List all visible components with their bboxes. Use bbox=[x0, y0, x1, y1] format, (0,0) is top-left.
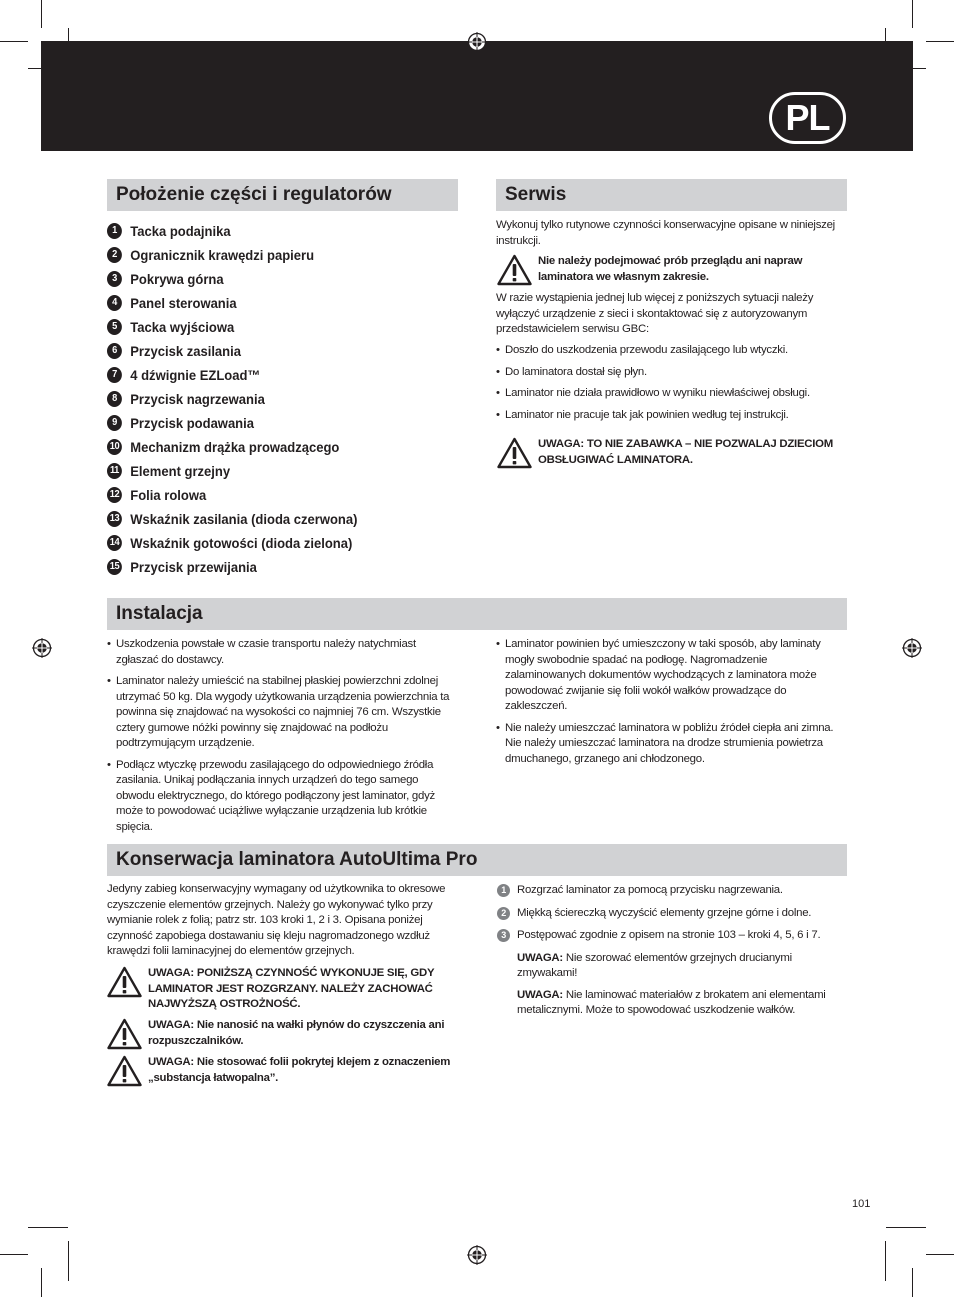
crop-mark bbox=[0, 1254, 28, 1255]
install-section-title: Instalacja bbox=[107, 598, 847, 630]
note-label: UWAGA: bbox=[517, 988, 563, 1001]
parts-item-label: Przycisk przewijania bbox=[130, 559, 257, 575]
parts-list-item bbox=[107, 315, 433, 339]
service-warning-2-text: UWAGA: TO NIE ZABAWKA – NIE POZWALAJ DZIECIOM OBSŁUGIWAĆ LAMINATORA. bbox=[538, 438, 834, 466]
item-number-badge: 7 bbox=[107, 367, 122, 383]
parts-item-label: Folia rolowa bbox=[130, 487, 207, 503]
maintenance-warning-2-text: UWAGA: Nie nanosić na wałki płynów do czyszczenia ani rozpuszczalników. bbox=[148, 1019, 445, 1047]
parts-list-item bbox=[107, 219, 433, 243]
parts-item-label: Mechanizm drążka prowadzącego bbox=[130, 439, 340, 455]
parts-item-label: 4 dźwignie EZLoad™ bbox=[130, 367, 261, 383]
note-text: Nie laminować materiałów z brokatem ani elementami metalicznymi. Może to spowodować uszkodzenie wałków. bbox=[517, 988, 826, 1016]
install-left-bullets bbox=[107, 637, 459, 841]
parts-item-label: Tacka wyjściowa bbox=[130, 319, 235, 335]
parts-list-item bbox=[107, 243, 433, 267]
parts-list bbox=[107, 219, 457, 579]
warning-triangle-icon bbox=[107, 966, 142, 998]
list-item: • Laminator nie pracuje tak jak powinien według tej instrukcji. bbox=[496, 408, 846, 424]
parts-item-label: Przycisk zasilania bbox=[130, 343, 241, 359]
list-item: • Laminator nie działa prawidłowo w wyniku niewłaściwej obsługi. bbox=[496, 386, 846, 402]
crop-mark bbox=[28, 1227, 68, 1228]
step-text: Rozgrzać laminator za pomocą przycisku nagrzewania. bbox=[517, 884, 783, 896]
parts-item-label: Tacka podajnika bbox=[130, 223, 231, 239]
parts-list-item bbox=[107, 363, 433, 387]
parts-item-label: Przycisk podawania bbox=[130, 415, 254, 431]
note-label: UWAGA: bbox=[517, 951, 563, 964]
maintenance-step bbox=[497, 883, 852, 899]
item-number-badge: 1 bbox=[107, 223, 122, 239]
crop-mark bbox=[41, 0, 42, 28]
step-number-badge: 3 bbox=[497, 929, 510, 942]
maintenance-warning-2 bbox=[107, 1018, 457, 1050]
language-badge: PL bbox=[769, 92, 846, 144]
list-item: • Uszkodzenia powstałe w czasie transportu należy natychmiast zgłaszać do dostawcy. bbox=[107, 637, 459, 668]
service-bullet-list bbox=[496, 343, 846, 429]
install-right-bullets bbox=[496, 637, 850, 773]
service-warning-2 bbox=[497, 437, 847, 469]
parts-list-item bbox=[107, 531, 433, 555]
item-number-badge: 9 bbox=[107, 415, 122, 431]
service-warning-1-text: Nie należy podejmować prób przeglądu ani napraw laminatora we własnym zakresie. bbox=[538, 255, 803, 283]
warning-triangle-icon bbox=[497, 254, 532, 286]
maintenance-intro: Jedyny zabieg konserwacyjny wymagany od użytkownika to okresowe czyszczenie elementów grzejnych. Należy go wykonywać tylko przy wymianie rolek z folią; patrz str. 103 kroki 1, 2 i 3. Opisana poniżej czynność zapobiega dostawaniu się kleju nagromadzonego wzdłuż krawędzi folii laminacyjnej do elementów grzejnych. bbox=[107, 883, 446, 957]
maintenance-section-title: Konserwacja laminatora AutoUltima Pro bbox=[107, 844, 847, 876]
item-number-badge: 6 bbox=[107, 343, 122, 359]
parts-item-label: Wskaźnik gotowości (dioda zielona) bbox=[130, 535, 353, 551]
list-item: • Laminator powinien być umieszczony w taki sposób, aby laminaty mogły swobodnie spadać na podłogę. Nagromadzenie zalaminowanych dokumentów wychodzących z laminatora może powodować zwijanie się folii wokół wałków prowadzące do zakleszczeń. bbox=[496, 637, 850, 715]
warning-triangle-icon bbox=[107, 1018, 142, 1050]
item-number-badge: 13 bbox=[107, 511, 122, 527]
maintenance-note-1 bbox=[497, 951, 852, 982]
list-item: • Do laminatora dostał się płyn. bbox=[496, 365, 846, 381]
warning-triangle-icon bbox=[107, 1055, 142, 1087]
parts-list-item bbox=[107, 339, 433, 363]
crop-mark bbox=[926, 41, 954, 42]
parts-list-item bbox=[107, 411, 433, 435]
maintenance-warning-1 bbox=[107, 966, 457, 1013]
item-number-badge: 15 bbox=[107, 559, 122, 575]
crop-mark bbox=[68, 1241, 69, 1281]
parts-item-label: Pokrywa górna bbox=[130, 271, 224, 287]
step-number-badge: 1 bbox=[497, 884, 510, 897]
maintenance-steps-block bbox=[497, 883, 852, 1025]
crop-mark bbox=[912, 1268, 913, 1297]
step-number-badge: 2 bbox=[497, 907, 510, 920]
list-item: • Laminator należy umieścić na stabilnej płaskiej powierzchni zdolnej utrzymać 50 kg. Dla wygody użytkowania urządzenia powierzchnia ta powinna się znajdować na wysokości co najmniej 76 cm. Wszystkie cztery gumowe nóżki powinny się znajdować na podłożu podtrzymującym urządzenie. bbox=[107, 674, 459, 752]
note-text: Nie szorować elementów grzejnych drucianymi zmywakami! bbox=[517, 951, 792, 979]
step-text: Postępować zgodnie z opisem na stronie 103 – kroki 4, 5, 6 i 7. bbox=[517, 929, 821, 941]
item-number-badge: 14 bbox=[107, 535, 122, 551]
item-number-badge: 2 bbox=[107, 247, 122, 263]
parts-list-item bbox=[107, 507, 433, 531]
list-item: • Doszło do uszkodzenia przewodu zasilającego lub wtyczki. bbox=[496, 343, 846, 359]
item-number-badge: 5 bbox=[107, 319, 122, 335]
maintenance-step bbox=[497, 906, 852, 922]
parts-item-label: Wskaźnik zasilania (dioda czerwona) bbox=[130, 511, 358, 527]
parts-list-item bbox=[107, 459, 433, 483]
maintenance-warning-1-text: UWAGA: PONIŻSZĄ CZYNNOŚĆ WYKONUJE SIĘ, GDY LAMINATOR JEST ROZGRZANY. NALEŻY ZACHOWAĆ NAJWYŻSZĄ OSTROŻNOŚĆ. bbox=[148, 967, 435, 1010]
warning-triangle-icon bbox=[497, 437, 532, 469]
parts-section-title: Położenie części i regulatorów bbox=[107, 179, 458, 211]
registration-mark-icon bbox=[467, 1245, 487, 1265]
parts-list-item bbox=[107, 483, 433, 507]
service-warning-1 bbox=[497, 254, 847, 286]
registration-mark-icon bbox=[467, 32, 487, 52]
page-number: 101 bbox=[852, 1198, 871, 1210]
service-paragraph: W razie wystąpienia jednej lub więcej z poniższych sytuacji należy wyłączyć urządzenie z sieci i skontaktować się z autoryzowanym przedstawicielem serwisu GBC: bbox=[496, 292, 814, 335]
item-number-badge: 8 bbox=[107, 391, 122, 407]
crop-mark bbox=[41, 1268, 42, 1297]
crop-mark bbox=[885, 1241, 886, 1281]
parts-item-label: Panel sterowania bbox=[130, 295, 237, 311]
parts-list-item bbox=[107, 267, 433, 291]
item-number-badge: 12 bbox=[107, 487, 122, 503]
step-text: Miękką ściereczką wyczyścić elementy grzejne górne i dolne. bbox=[517, 906, 812, 919]
service-section-title: Serwis bbox=[496, 179, 847, 211]
maintenance-warning-3 bbox=[107, 1055, 457, 1087]
crop-mark bbox=[886, 1227, 926, 1228]
item-number-badge: 4 bbox=[107, 295, 122, 311]
item-number-badge: 3 bbox=[107, 271, 122, 287]
crop-mark bbox=[926, 1254, 954, 1255]
registration-mark-icon bbox=[902, 638, 922, 658]
item-number-badge: 10 bbox=[107, 439, 122, 455]
parts-item-label: Ogranicznik krawędzi papieru bbox=[130, 247, 315, 263]
parts-list-item bbox=[107, 387, 433, 411]
maintenance-note-2 bbox=[497, 988, 852, 1019]
parts-list-item bbox=[107, 435, 433, 459]
registration-mark-icon bbox=[32, 638, 52, 658]
maintenance-step bbox=[497, 928, 852, 944]
list-item: • Podłącz wtyczkę przewodu zasilającego do odpowiedniego źródła zasilania. Unikaj podłączania innych urządzeń do tego samego obwodu elektrycznego, do którego podłączony jest laminator, gdyż może to powodować uciążliwe wyłączanie urządzenia lub krótkie spięcia. bbox=[107, 758, 459, 836]
maintenance-warning-3-text: UWAGA: Nie stosować folii pokrytej klejem z oznaczeniem „substancja łatwopalna”. bbox=[148, 1056, 451, 1084]
parts-item-label: Przycisk nagrzewania bbox=[130, 391, 265, 407]
service-intro: Wykonuj tylko rutynowe czynności konserwacyjne opisane w niniejszej instrukcji. bbox=[496, 219, 835, 247]
crop-mark bbox=[0, 41, 28, 42]
parts-list-item bbox=[107, 555, 433, 579]
parts-item-label: Element grzejny bbox=[130, 463, 231, 479]
maintenance-steps bbox=[497, 883, 852, 944]
parts-list-item bbox=[107, 291, 433, 315]
item-number-badge: 11 bbox=[107, 463, 122, 479]
crop-mark bbox=[912, 0, 913, 28]
list-item: • Nie należy umieszczać laminatora w pobliżu źródeł ciepła ani zimna. Nie należy umieszczać laminatora na drodze strumienia powietrza dmuchanego, grzanego ani chłodzonego. bbox=[496, 721, 850, 768]
